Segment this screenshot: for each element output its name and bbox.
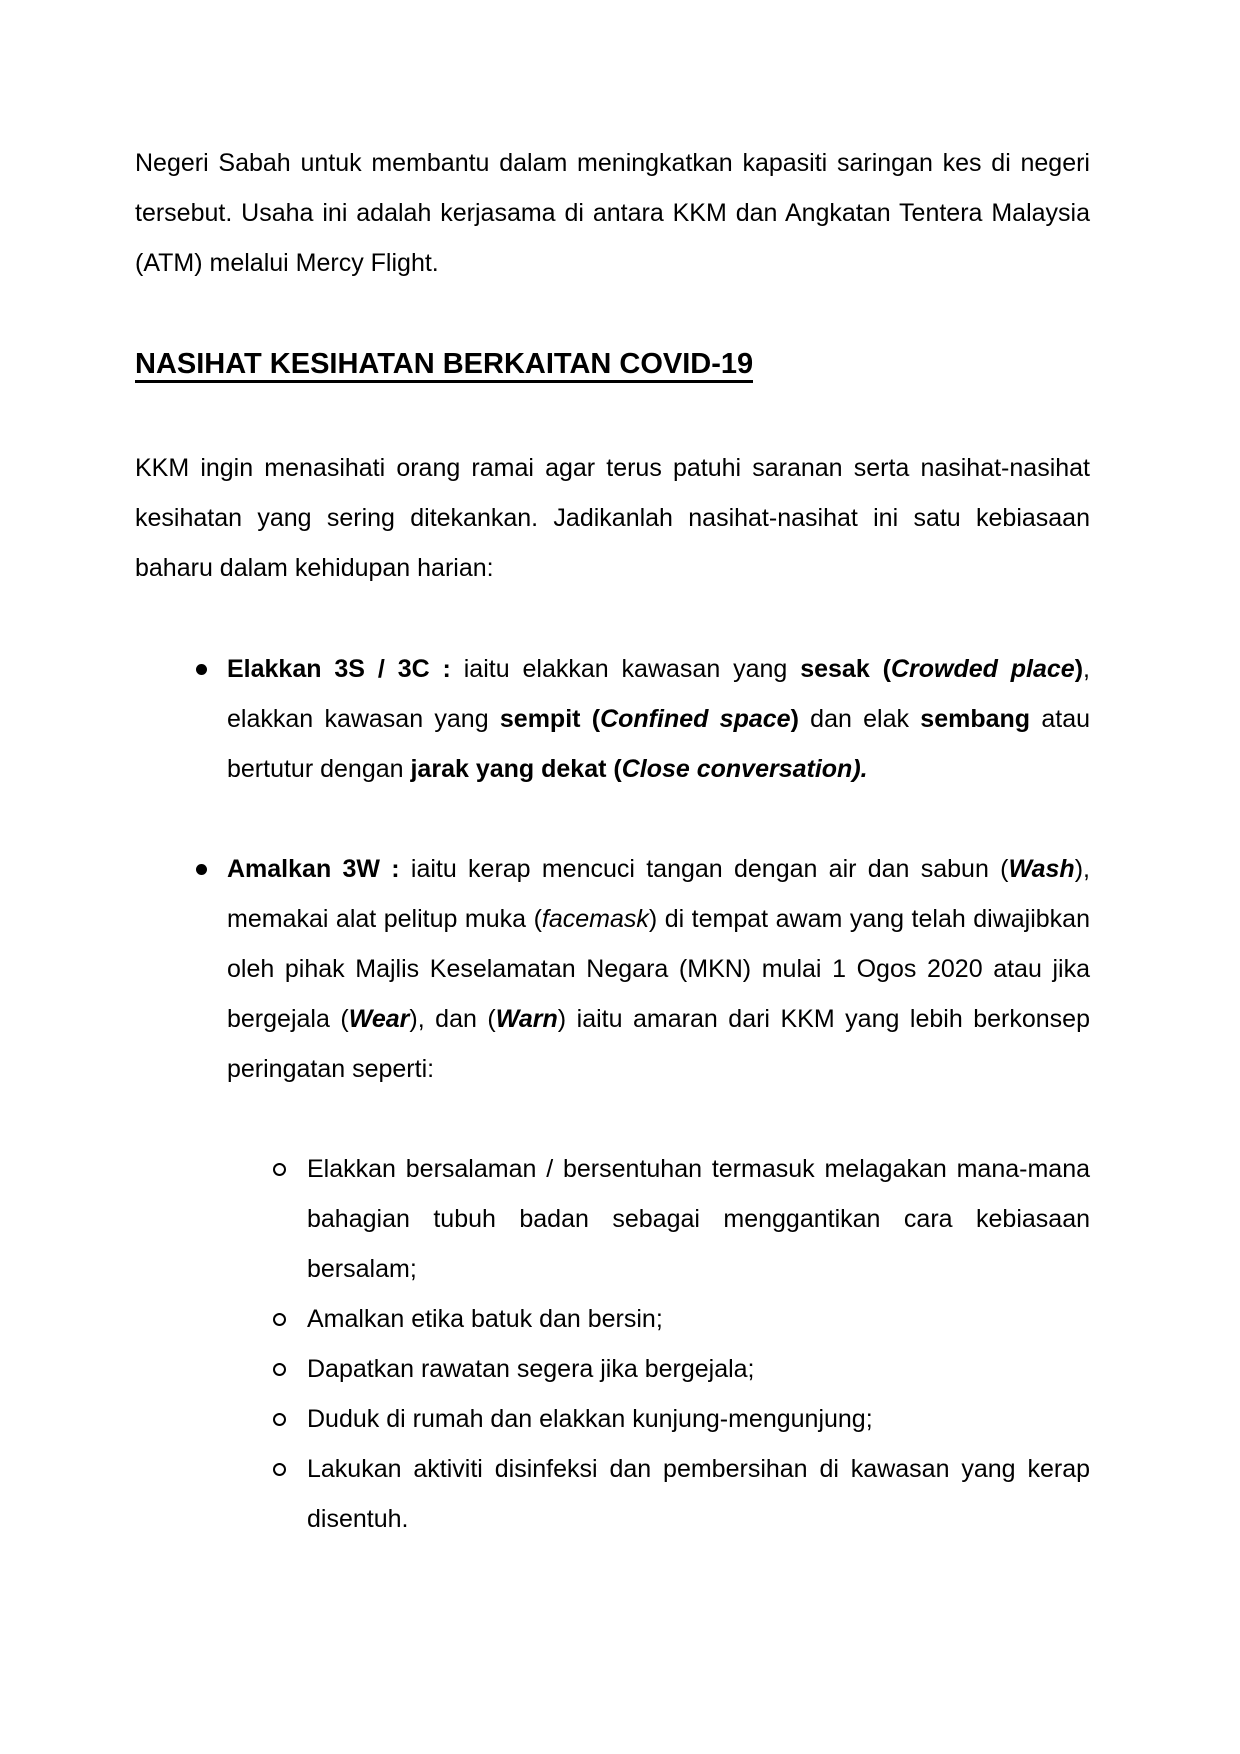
sub-bullet-item [227, 1344, 1090, 1394]
text-run: Elakkan 3S / 3C : [227, 655, 464, 683]
text-run: atau bertutur dengan [227, 705, 1090, 783]
text-run: Amalkan 3W : [227, 855, 411, 883]
circle-bullet-icon [273, 1163, 286, 1176]
text-run: Lakukan aktiviti disinfeksi dan pembersihan di kawasan yang kerap disentuh. [307, 1455, 1090, 1533]
intro-paragraph: Negeri Sabah untuk membantu dalam meningkatkan kapasiti saringan kes di negeri tersebut. Usaha ini adalah kerjasama di antara KKM dan Angkatan Tentera Malaysia (ATM) melalui Mercy Flight. [135, 149, 1090, 277]
text-run: ), memakai alat pelitup muka ( [227, 855, 1090, 933]
text-run: dan elak [798, 705, 921, 733]
sub-bullet-item [227, 1444, 1090, 1544]
text-run: Warn [495, 1005, 558, 1033]
text-run: ), dan ( [409, 1005, 496, 1033]
text-run: Amalkan etika batuk dan bersin; [307, 1305, 663, 1333]
bullet-item [135, 644, 1090, 794]
text-run: Confined space [600, 705, 791, 733]
text-run: ) di tempat awam yang telah diwajibkan oleh pihak Majlis Keselamatan Negara (MKN) mulai 1 Ogos 2020 atau jika bergejala ( [227, 905, 1090, 1033]
bullet-item [135, 844, 1090, 1544]
bullet-text [227, 855, 1090, 1083]
sub-bullet-text [307, 1155, 1090, 1283]
advice-paragraph: KKM ingin menasihati orang ramai agar terus patuhi saranan serta nasihat-nasihat kesihatan yang sering ditekankan. Jadikanlah nasihat-nasihat ini satu kebiasaan baharu dalam kehidupan harian: [135, 454, 1090, 582]
text-run: facemask [541, 905, 649, 933]
text-run: ) iaitu amaran dari KKM yang lebih berkonsep peringatan seperti: [227, 1005, 1090, 1083]
text-run: sempit ( [499, 705, 601, 733]
disc-bullet-icon [196, 864, 207, 875]
text-run: ) [1074, 655, 1084, 683]
sub-bullet-text [307, 1355, 755, 1383]
sub-bullet-item [227, 1294, 1090, 1344]
disc-bullet-icon [196, 664, 207, 675]
section-heading [135, 339, 1090, 389]
text-run: jarak yang dekat ( [410, 755, 622, 783]
text-run: ) [790, 705, 799, 733]
text-run: , elakkan kawasan yang [227, 655, 1090, 733]
sub-bullet-item [227, 1394, 1090, 1444]
section-heading-text: NASIHAT KESIHATAN BERKAITAN COVID-19 [135, 348, 753, 383]
text-run: sembang [920, 705, 1031, 733]
text-run: Wear [348, 1005, 410, 1033]
circle-bullet-icon [273, 1313, 286, 1326]
bullet-text [227, 655, 1090, 783]
text-run: Close conversation). [621, 755, 868, 783]
sub-bullet-item [227, 1144, 1090, 1294]
text-run: iaitu kerap mencuci tangan dengan air dan sabun ( [410, 855, 1009, 883]
text-run: Duduk di rumah dan elakkan kunjung-mengunjung; [307, 1405, 873, 1433]
circle-bullet-icon [273, 1463, 286, 1476]
text-run: Crowded place [890, 655, 1075, 683]
sub-bullet-list [227, 1144, 1090, 1544]
sub-bullet-text [307, 1405, 873, 1433]
text-run: Dapatkan rawatan segera jika bergejala; [307, 1355, 755, 1383]
circle-bullet-icon [273, 1413, 286, 1426]
circle-bullet-icon [273, 1363, 286, 1376]
text-run: Elakkan bersalaman / bersentuhan termasuk melagakan mana-mana bahagian tubuh badan sebagai menggantikan cara kebiasaan bersalam; [307, 1155, 1090, 1283]
text-run: iaitu elakkan kawasan yang [463, 655, 801, 683]
sub-bullet-text [307, 1455, 1090, 1533]
text-run: sesak ( [800, 655, 891, 683]
main-bullet-list [135, 644, 1090, 1544]
sub-bullet-text [307, 1305, 663, 1333]
text-run: Wash [1008, 855, 1075, 883]
